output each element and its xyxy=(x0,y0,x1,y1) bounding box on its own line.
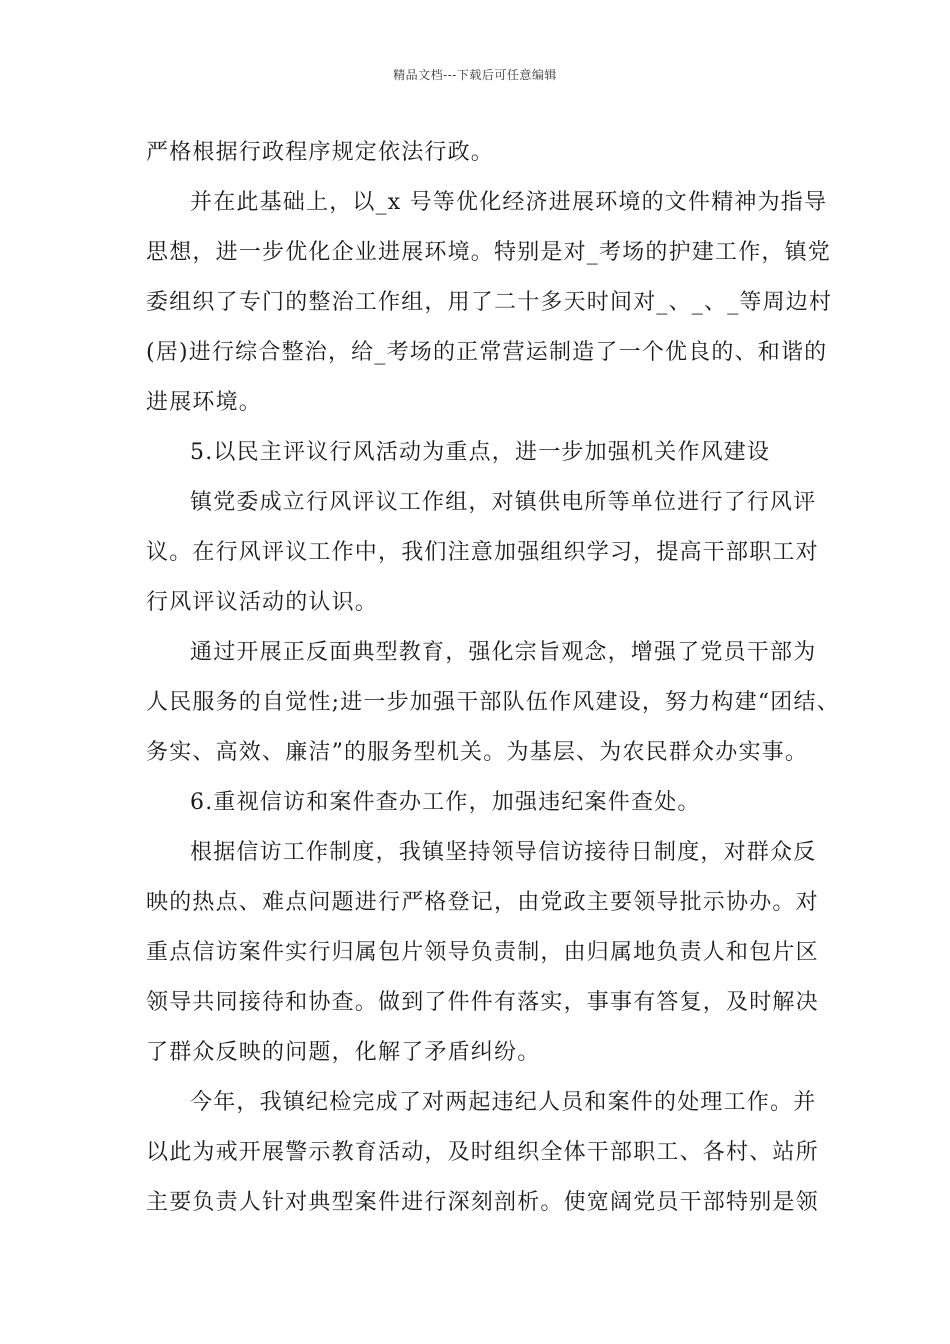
section-heading: 5.以民主评议行风活动为重点，进一步加强机关作风建设 xyxy=(190,440,771,465)
text-line: 领导共同接待和协查。做到了件件有落实，事事有答复，及时解决 xyxy=(146,990,819,1015)
text-line: 主要负责人针对典型案件进行深刻剖析。使宽阔党员干部特别是领 xyxy=(146,1190,819,1215)
text-line: 行风评议活动的认识。 xyxy=(146,590,379,615)
text-line: 思想，进一步优化企业进展环境。特别是对_考场的护建工作，镇党 xyxy=(146,240,832,265)
text-line: 务实、高效、廉洁”的服务型机关。为基层、为农民群众办实事。 xyxy=(146,740,809,765)
text-line: 严格根据行政程序规定依法行政。 xyxy=(146,140,495,165)
paragraph-start-line: 镇党委成立行风评议工作组，对镇供电所等单位进行了行风评 xyxy=(190,490,817,515)
text-line: 委组织了专门的整治工作组，用了二十多天时间对_、_、_等周边村 xyxy=(146,290,833,315)
text-line: 了群众反映的问题，化解了矛盾纠纷。 xyxy=(146,1040,541,1065)
paragraph-start-line: 并在此基础上，以_x 号等优化经济进展环境的文件精神为指导 xyxy=(190,190,828,215)
paragraph-start-line: 通过开展正反面典型教育，强化宗旨观念，增强了党员干部为 xyxy=(190,640,817,665)
text-line: 映的热点、难点问题进行严格登记，由党政主要领导批示协办。对 xyxy=(146,890,819,915)
page-header: 精品文档---下载后可任意编辑 xyxy=(393,68,557,82)
paragraph-start-line: 根据信访工作制度，我镇坚持领导信访接待日制度，对群众反 xyxy=(190,840,817,865)
text-line: 以此为戒开展警示教育活动，及时组织全体干部职工、各村、站所 xyxy=(146,1140,819,1165)
text-line: 重点信访案件实行归属包片领导负责制，由归属地负责人和包片区 xyxy=(146,940,819,965)
section-heading: 6.重视信访和案件查办工作，加强违纪案件查处。 xyxy=(190,790,701,815)
text-line: 进展环境。 xyxy=(146,390,263,415)
document-body xyxy=(146,128,840,1228)
text-line: 人民服务的自觉性;进一步加强干部队伍作风建设，努力构建“团结、 xyxy=(146,690,840,715)
text-line: (居)进行综合整治，给_考场的正常营运制造了一个优良的、和谐的 xyxy=(146,340,828,365)
paragraph-start-line: 今年，我镇纪检完成了对两起违纪人员和案件的处理工作。并 xyxy=(190,1090,817,1115)
text-line: 议。在行风评议工作中，我们注意加强组织学习，提高干部职工对 xyxy=(146,540,819,565)
